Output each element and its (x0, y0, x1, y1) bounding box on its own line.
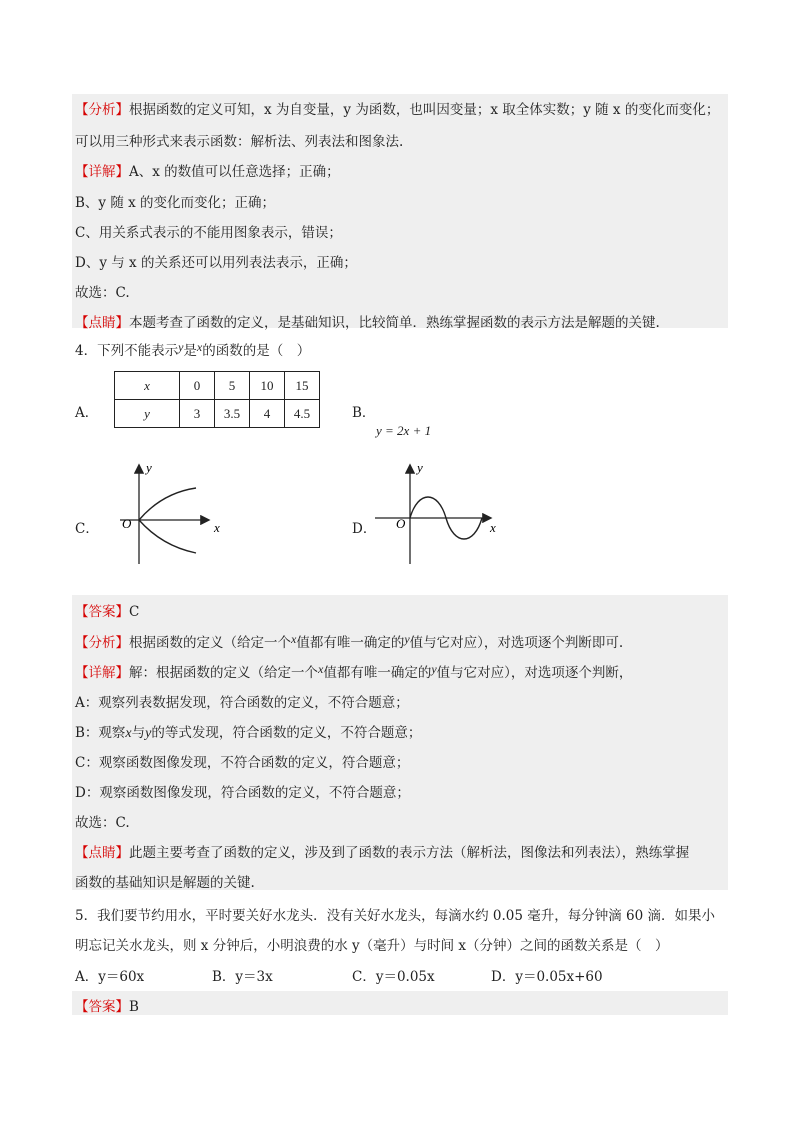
q4-comment-line1 (75, 841, 689, 861)
table-cell: 4.5 (285, 400, 320, 428)
q4-option-c-label: C． (75, 521, 99, 537)
q5-option-d: D．y＝0.05x+60 (491, 969, 603, 985)
line-b-pre: B：观察 (75, 725, 126, 741)
table-row (115, 400, 320, 428)
q3-detail-b: B、y 随 x 的变化而变化；正确； (75, 195, 276, 211)
var-x: x (318, 662, 324, 676)
q4-answer-line (75, 600, 139, 620)
q4-analysis-line (75, 631, 623, 651)
comment-text: 此题主要考查了函数的定义，涉及到了函数的表示方法（解析法，图像法和列表法），熟练掌握 (129, 845, 690, 861)
origin-label: O (396, 516, 406, 531)
q3-detail-c: C、用关系式表示的不能用图象表示，错误； (75, 225, 342, 241)
q4-line-c: C：观察函数图像发现，不符合函数的定义，符合题意； (75, 755, 410, 771)
line-b-post: 的等式发现，符合函数的定义，不符合题意； (151, 725, 422, 741)
q4-option-a-table (114, 371, 320, 428)
q3-comment-line (75, 311, 660, 331)
q4-line-b (75, 721, 421, 742)
q5-option-b: B．y＝3x (212, 969, 273, 985)
var-y: y (145, 726, 152, 741)
analysis-text: 根据函数的定义可知，x 为自变量，y 为函数，也叫因变量；x 取全体实数；y 随 x 的变化而变化； (129, 102, 720, 118)
detail-mid: 值都有唯一确定的 (323, 665, 432, 681)
q4-stem-mid: 是 (183, 343, 197, 359)
detail-post: 值与它对应），对选项逐个判断， (436, 665, 633, 681)
axis-label-x: x (490, 520, 496, 535)
table-header-x: x (115, 372, 180, 400)
q4-stem-post: 的函数的是（ ） (202, 343, 311, 359)
q4-line-d: D：观察函数图像发现，符合函数的定义，不符合题意； (75, 785, 410, 801)
var-x: x (291, 632, 297, 646)
q4-comment-line2: 函数的基础知识是解题的关键. (75, 875, 255, 891)
q4-var-x: x (196, 340, 203, 354)
q4-option-b-formula: y = 2x + 1 (376, 423, 432, 438)
var-x: x (125, 726, 132, 741)
q5-option-a: A．y＝60x (75, 969, 145, 985)
q4-line-a: A：观察列表数据发现，符合函数的定义，不符合题意； (75, 695, 409, 711)
q5-stem-line2: 明忘记关水龙头，则 x 分钟后，小明浪费的水 y（毫升）与时间 x（分钟）之间的函数关系是（ ） (75, 938, 669, 954)
q5-answer-block (72, 991, 728, 1015)
answer-tag: 【答案】 (75, 604, 129, 620)
q5-option-c: C．y＝0.05x (352, 969, 435, 985)
q4-option-a-label: A． (75, 405, 99, 421)
q3-detail-line (75, 160, 340, 180)
q4-stem (75, 339, 310, 359)
axis-label-y: y (417, 460, 423, 475)
var-y: y (431, 662, 437, 676)
q5-answer-line (75, 995, 139, 1015)
answer-tag: 【答案】 (75, 999, 129, 1015)
line-b-mid: 与 (131, 725, 146, 741)
comment-tag: 【点睛】 (75, 315, 129, 331)
q4-option-d-graph (372, 460, 512, 570)
q5-stem-line1: 5．我们要节约用水，平时要关好水龙头．没有关好水龙头，每滴水约 0.05 毫升，每分钟滴 60 滴．如果小 (75, 908, 715, 924)
q3-analysis-line1 (75, 98, 719, 118)
detail-tag: 【详解】 (75, 164, 129, 180)
analysis-pre: 根据函数的定义（给定一个 (129, 635, 291, 651)
detail-a: A、x 的数值可以任意选择；正确； (129, 164, 340, 180)
q3-choice: 故选：C. (75, 285, 130, 301)
detail-tag: 【详解】 (75, 665, 129, 681)
q4-var-y: y (178, 340, 184, 354)
q4-detail-line (75, 661, 632, 681)
table-header-y: y (115, 400, 180, 428)
table-cell: 0 (180, 372, 215, 400)
q4-option-b-label: B． (352, 405, 376, 421)
table-cell: 4 (250, 400, 285, 428)
detail-pre: 解：根据函数的定义（给定一个 (129, 665, 318, 681)
origin-label: O (122, 516, 132, 531)
comment-tag: 【点睛】 (75, 845, 129, 861)
answer-value: C (129, 604, 140, 620)
table-cell: 5 (215, 372, 250, 400)
answer-value: B (129, 999, 139, 1015)
axis-label-y: y (146, 460, 152, 475)
q4-stem-pre: 4．下列不能表示 (75, 343, 179, 359)
table-cell: 10 (250, 372, 285, 400)
table-cell: 3 (180, 400, 215, 428)
comment-text: 本题考查了函数的定义，是基础知识，比较简单．熟练掌握函数的表示方法是解题的关键. (129, 315, 660, 331)
q4-option-d-label: D． (352, 521, 377, 537)
table-cell: 3.5 (215, 400, 250, 428)
q4-option-c-graph (110, 460, 230, 570)
analysis-mid: 值都有唯一确定的 (296, 635, 405, 651)
analysis-post: 值与它对应），对选项逐个判断即可. (409, 635, 624, 651)
axis-label-x: x (214, 520, 220, 535)
q3-detail-d: D、y 与 x 的关系还可以用列表法表示，正确； (75, 255, 357, 271)
table-row (115, 372, 320, 400)
q4-choice: 故选：C. (75, 815, 130, 831)
q3-analysis-line2: 可以用三种形式来表示函数：解析法、列表法和图象法. (75, 134, 404, 150)
analysis-tag: 【分析】 (75, 635, 129, 651)
table-cell: 15 (285, 372, 320, 400)
analysis-tag: 【分析】 (75, 102, 129, 118)
var-y: y (404, 632, 410, 646)
